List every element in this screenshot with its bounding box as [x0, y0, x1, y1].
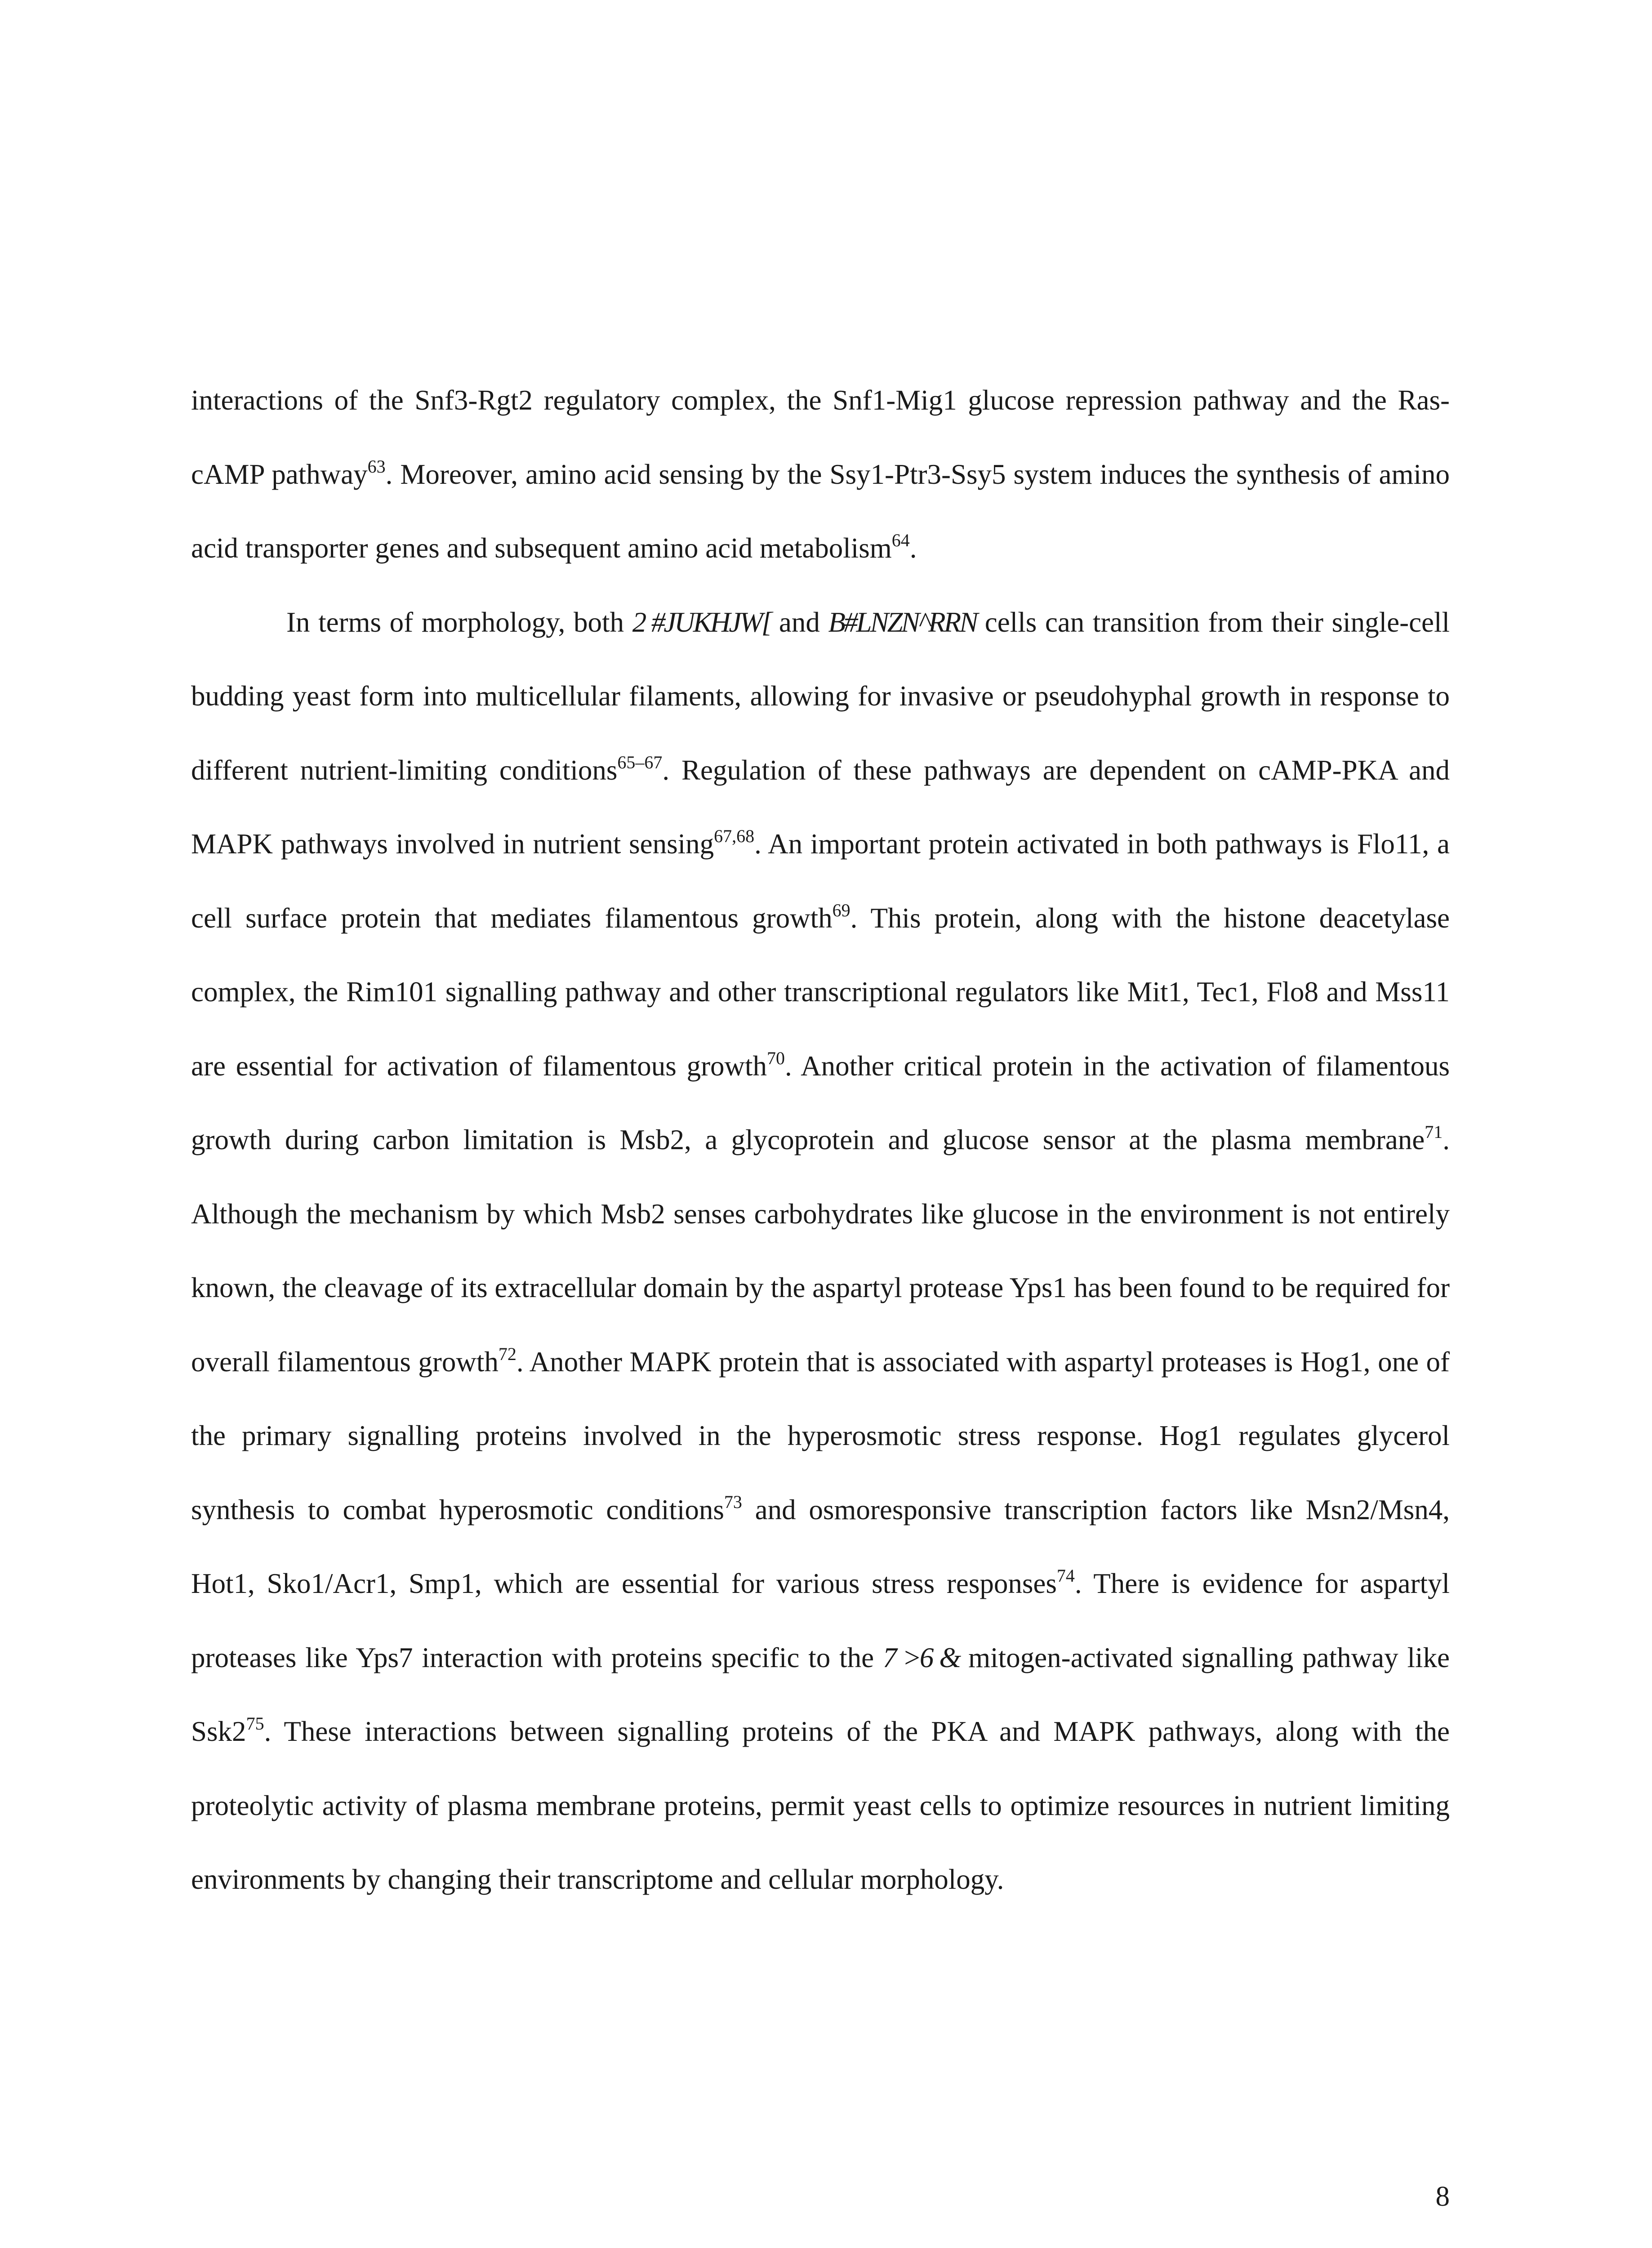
citation-superscript: 72 — [498, 1343, 517, 1364]
citation-superscript: 71 — [1425, 1122, 1443, 1142]
citation-superscript: 73 — [724, 1491, 742, 1512]
text-run: . These interactions between signalling proteins of the PKA and MAPK pathways, along with the proteolytic activity of plasma membrane proteins, permit yeast cells to optimize resources in nutrient limiting environments by changing their transcriptome and cellular morphology. — [191, 1716, 1450, 1895]
text-run: interactions of the Snf3-Rgt2 regulatory complex, the Snf1-Mig1 glucose repression pathway and the Ras-cAMP pathway — [191, 384, 1450, 490]
text-run: . Another MAPK protein that is associated with aspartyl proteases is Hog1, one of the primary signalling proteins involved in the hyperosmotic stress response. Hog1 regulates glycerol synthesis to combat hyperosmotic conditions — [191, 1346, 1450, 1525]
paragraph — [191, 363, 1450, 585]
citation-superscript: 74 — [1056, 1566, 1075, 1586]
text-run: . Although the mechanism by which Msb2 senses carbohydrates like glucose in the environment is not entirely known, the cleavage of its extracellular domain by the aspartyl protease Yps1 has been found to be required for overall filamentous growth — [191, 1124, 1450, 1378]
italic-term: 7 >6 & — [882, 1641, 960, 1673]
citation-superscript: 63 — [367, 456, 386, 477]
body-text — [191, 363, 1450, 1917]
citation-superscript: 67,68 — [714, 826, 755, 847]
text-run: . This protein, along with the histone deacetylase complex, the Rim101 signalling pathway and other transcriptional regulators like Mit1, Tec1, Flo8 and Mss11 are essential for activation of filamentous growth — [191, 902, 1450, 1082]
citation-superscript: 69 — [832, 900, 850, 920]
citation-superscript: 65–67 — [617, 752, 663, 772]
citation-superscript: 75 — [246, 1713, 264, 1734]
text-run: . — [909, 532, 917, 564]
text-run: . Another critical protein in the activation of filamentous growth during carbon limitation is Msb2, a glycoprotein and glucose sensor at the plasma membrane — [191, 1050, 1450, 1155]
citation-superscript: 64 — [891, 530, 910, 551]
text-run: . There is evidence for aspartyl proteases like Yps7 interaction with proteins specific to the — [191, 1568, 1450, 1673]
italic-term: 2 #JUKHJW[ — [632, 606, 771, 638]
text-run: and — [770, 606, 828, 638]
text-run: cells can transition from their single-cell budding yeast form into multicellular filaments, allowing for invasive or pseudohyphal growth in response to different nutrient-limiting conditions — [191, 606, 1450, 786]
text-run: . Regulation of these pathways are dependent on cAMP-PKA and MAPK pathways involved in nutrient sensing — [191, 754, 1450, 860]
text-run: In terms of morphology, both — [286, 606, 632, 638]
text-run: and osmoresponsive transcription factors like Msn2/Msn4, Hot1, Sko1/Acr1, Smp1, which are essential for various stress responses — [191, 1494, 1450, 1599]
page-number: 8 — [1435, 2181, 1450, 2212]
paragraph — [191, 585, 1450, 1917]
text-run: mitogen-activated signalling pathway like Ssk2 — [191, 1641, 1450, 1747]
italic-term: B#LNZN^RRN — [828, 606, 977, 638]
text-run: . An important protein activated in both pathways is Flo11, a cell surface protein that mediates filamentous growth — [191, 828, 1450, 934]
text-run: . Moreover, amino acid sensing by the Ssy1-Ptr3-Ssy5 system induces the synthesis of amino acid transporter genes and subsequent amino acid metabolism — [191, 458, 1450, 564]
citation-superscript: 70 — [767, 1048, 785, 1068]
